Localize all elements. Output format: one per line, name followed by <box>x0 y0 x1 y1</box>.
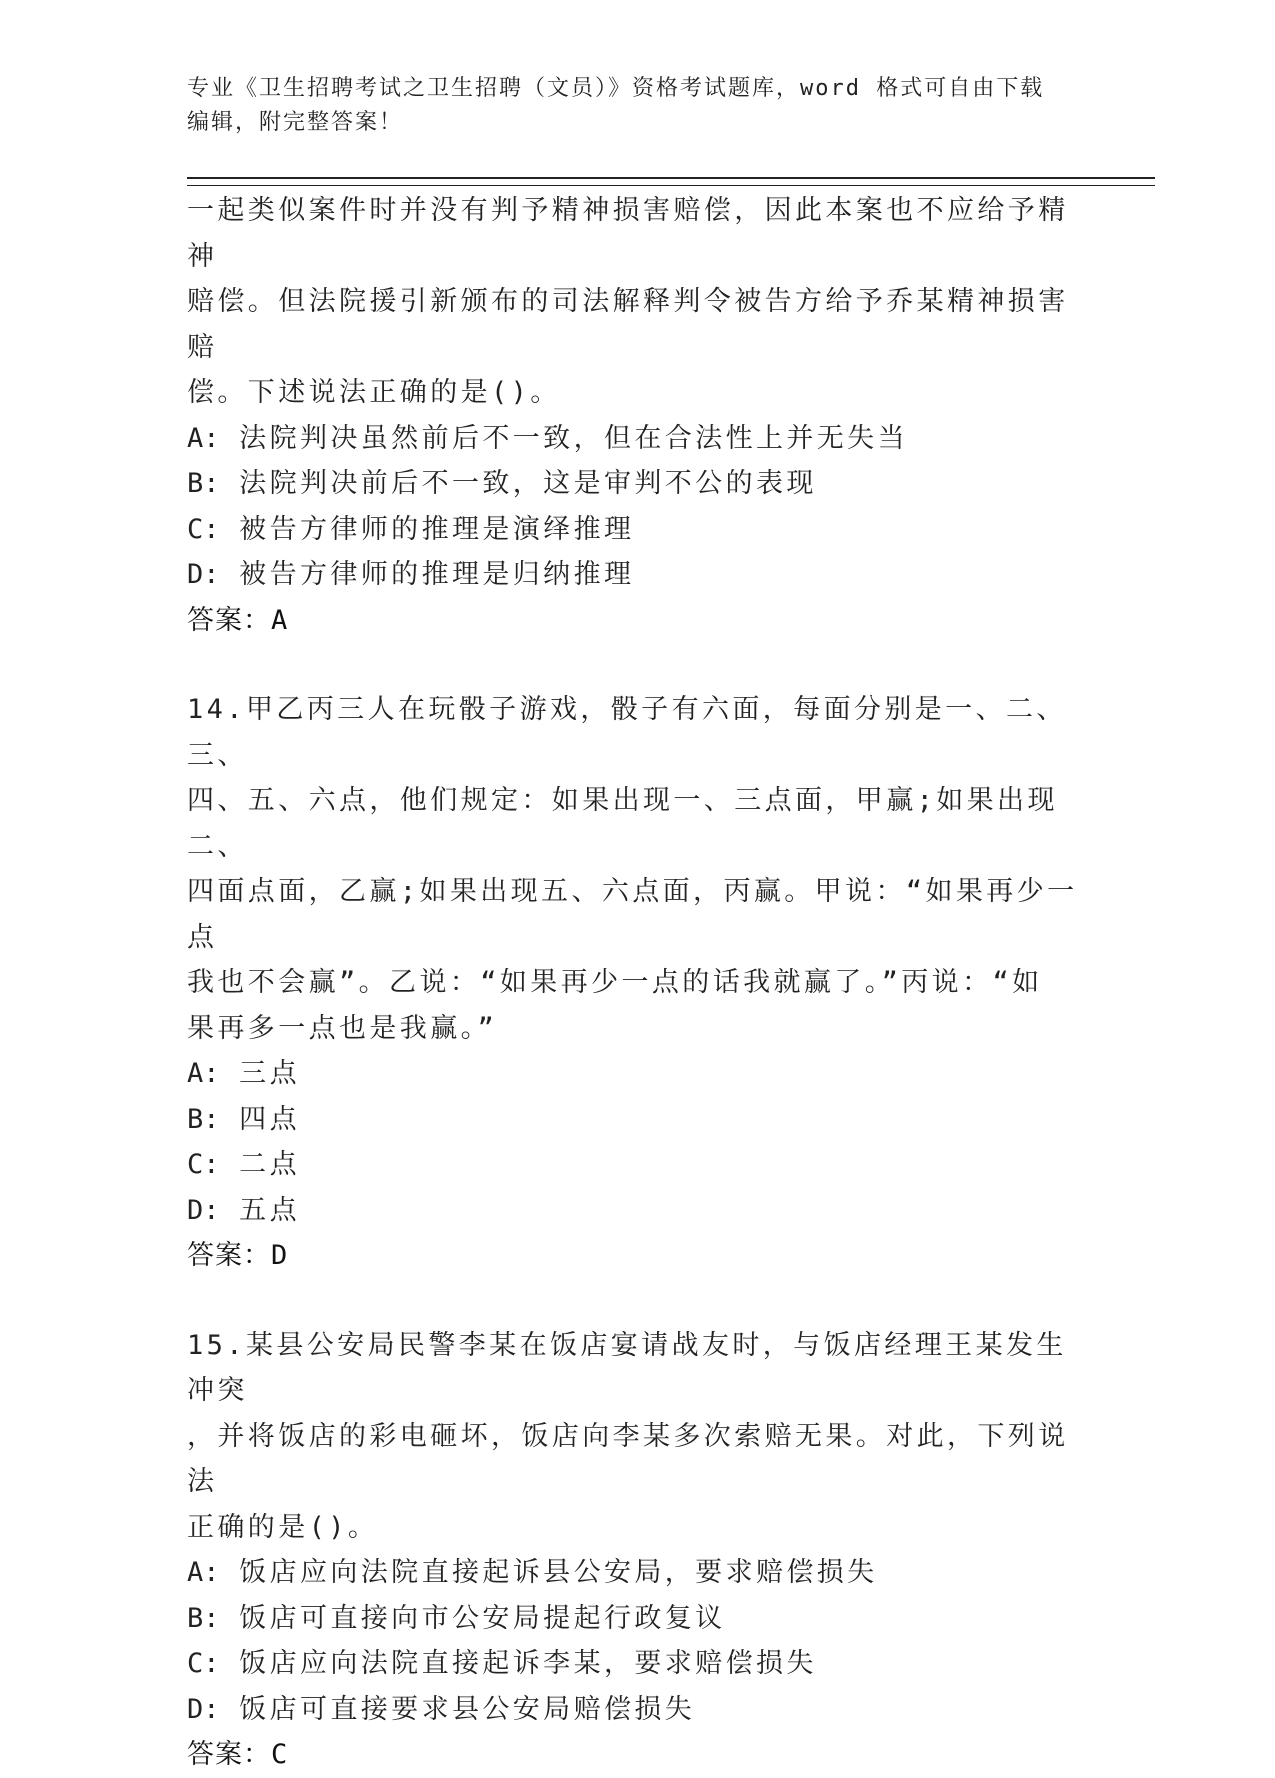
option-text: 饭店应向法院直接起诉县公安局，要求赔偿损失 <box>239 1557 878 1588</box>
option-text: 被告方律师的推理是演绎推理 <box>239 513 635 545</box>
option-text: 被告方律师的推理是归纳推理 <box>239 559 635 590</box>
option-text: 饭店可直接向市公安局提起行政复议 <box>239 1602 726 1634</box>
question-13 <box>187 188 1087 643</box>
header-line-1: 专业《卫生招聘考试之卫生招聘（文员）》资格考试题库，word 格式可自由下载 <box>187 76 1045 101</box>
question-stem <box>187 1323 1087 1551</box>
question-spacer <box>187 1279 1087 1323</box>
option-text: 饭店可直接要求县公安局赔偿损失 <box>239 1693 696 1725</box>
stem-line: 15.某县公安局民警李某在饭店宴请战友时，与饭店经理王某发生冲突 <box>187 1329 1067 1406</box>
option-letter: A: <box>187 1557 220 1588</box>
option-text: 四点 <box>239 1103 300 1135</box>
stem-line: 正确的是()。 <box>187 1511 379 1543</box>
option-d <box>187 1687 1087 1733</box>
answer-line <box>187 1233 1087 1279</box>
stem-line: 四、五、六点，他们规定：如果出现一、三点面，甲赢;如果出现二、 <box>187 785 1058 862</box>
answer-line <box>187 598 1087 644</box>
option-d <box>187 1188 1087 1234</box>
stem-line: 14.甲乙丙三人在玩骰子游戏，骰子有六面，每面分别是一、二、三、 <box>187 694 1067 771</box>
document-header <box>187 72 1087 140</box>
option-a <box>187 1051 1087 1097</box>
option-letter: D: <box>187 1693 220 1725</box>
option-d <box>187 552 1087 598</box>
option-letter: B: <box>187 1103 220 1135</box>
option-text: 法院判决前后不一致，这是审判不公的表现 <box>239 468 817 499</box>
option-text: 三点 <box>239 1058 300 1089</box>
option-b <box>187 1596 1087 1642</box>
option-a <box>187 416 1087 462</box>
stem-line: ，并将饭店的彩电砸坏，饭店向李某多次索赔无果。对此，下列说法 <box>187 1420 1069 1497</box>
option-letter: A: <box>187 422 220 454</box>
answer-line <box>187 1732 1087 1778</box>
option-letter: B: <box>187 1602 220 1634</box>
question-stem <box>187 687 1087 1051</box>
option-letter: D: <box>187 1194 220 1226</box>
stem-line: 偿。下述说法正确的是()。 <box>187 377 561 408</box>
option-a <box>187 1550 1087 1596</box>
option-letter: C: <box>187 1648 220 1679</box>
option-letter: B: <box>187 468 220 499</box>
answer-label: 答案： <box>187 1739 271 1770</box>
option-b <box>187 461 1087 507</box>
stem-line: 赔偿。但法院援引新颁布的司法解释判令被告方给予乔某精神损害赔 <box>187 286 1069 363</box>
option-text: 饭店应向法院直接起诉李某，要求赔偿损失 <box>239 1648 817 1679</box>
option-c <box>187 507 1087 553</box>
header-divider <box>187 177 1155 186</box>
question-spacer <box>187 643 1087 687</box>
question-list <box>187 188 1087 1778</box>
option-text: 法院判决虽然前后不一致，但在合法性上并无失当 <box>239 422 908 454</box>
option-b <box>187 1097 1087 1143</box>
option-c <box>187 1142 1087 1188</box>
option-letter: C: <box>187 513 220 545</box>
question-14 <box>187 687 1087 1279</box>
option-text: 五点 <box>239 1194 300 1226</box>
option-c <box>187 1641 1087 1687</box>
option-letter: C: <box>187 1149 220 1180</box>
option-letter: A: <box>187 1058 220 1089</box>
option-letter: D: <box>187 559 220 590</box>
stem-line: 果再多一点也是我赢。” <box>187 1012 498 1044</box>
question-15 <box>187 1323 1087 1778</box>
answer-label: 答案： <box>187 1240 271 1271</box>
header-line-2: 编辑，附完整答案！ <box>187 110 404 135</box>
question-stem <box>187 188 1087 416</box>
answer-value: C <box>271 1739 289 1770</box>
answer-value: D <box>271 1240 289 1271</box>
stem-line: 四面点面，乙赢;如果出现五、六点面，丙赢。甲说：“如果再少一点 <box>187 876 1078 953</box>
option-text: 二点 <box>239 1149 300 1180</box>
answer-value: A <box>271 604 289 636</box>
stem-line: 一起类似案件时并没有判予精神损害赔偿，因此本案也不应给予精神 <box>187 195 1069 272</box>
answer-label: 答案： <box>187 604 271 636</box>
stem-line: 我也不会赢”。乙说：“如果再少一点的话我就赢了。”丙说：“如 <box>187 967 1043 998</box>
